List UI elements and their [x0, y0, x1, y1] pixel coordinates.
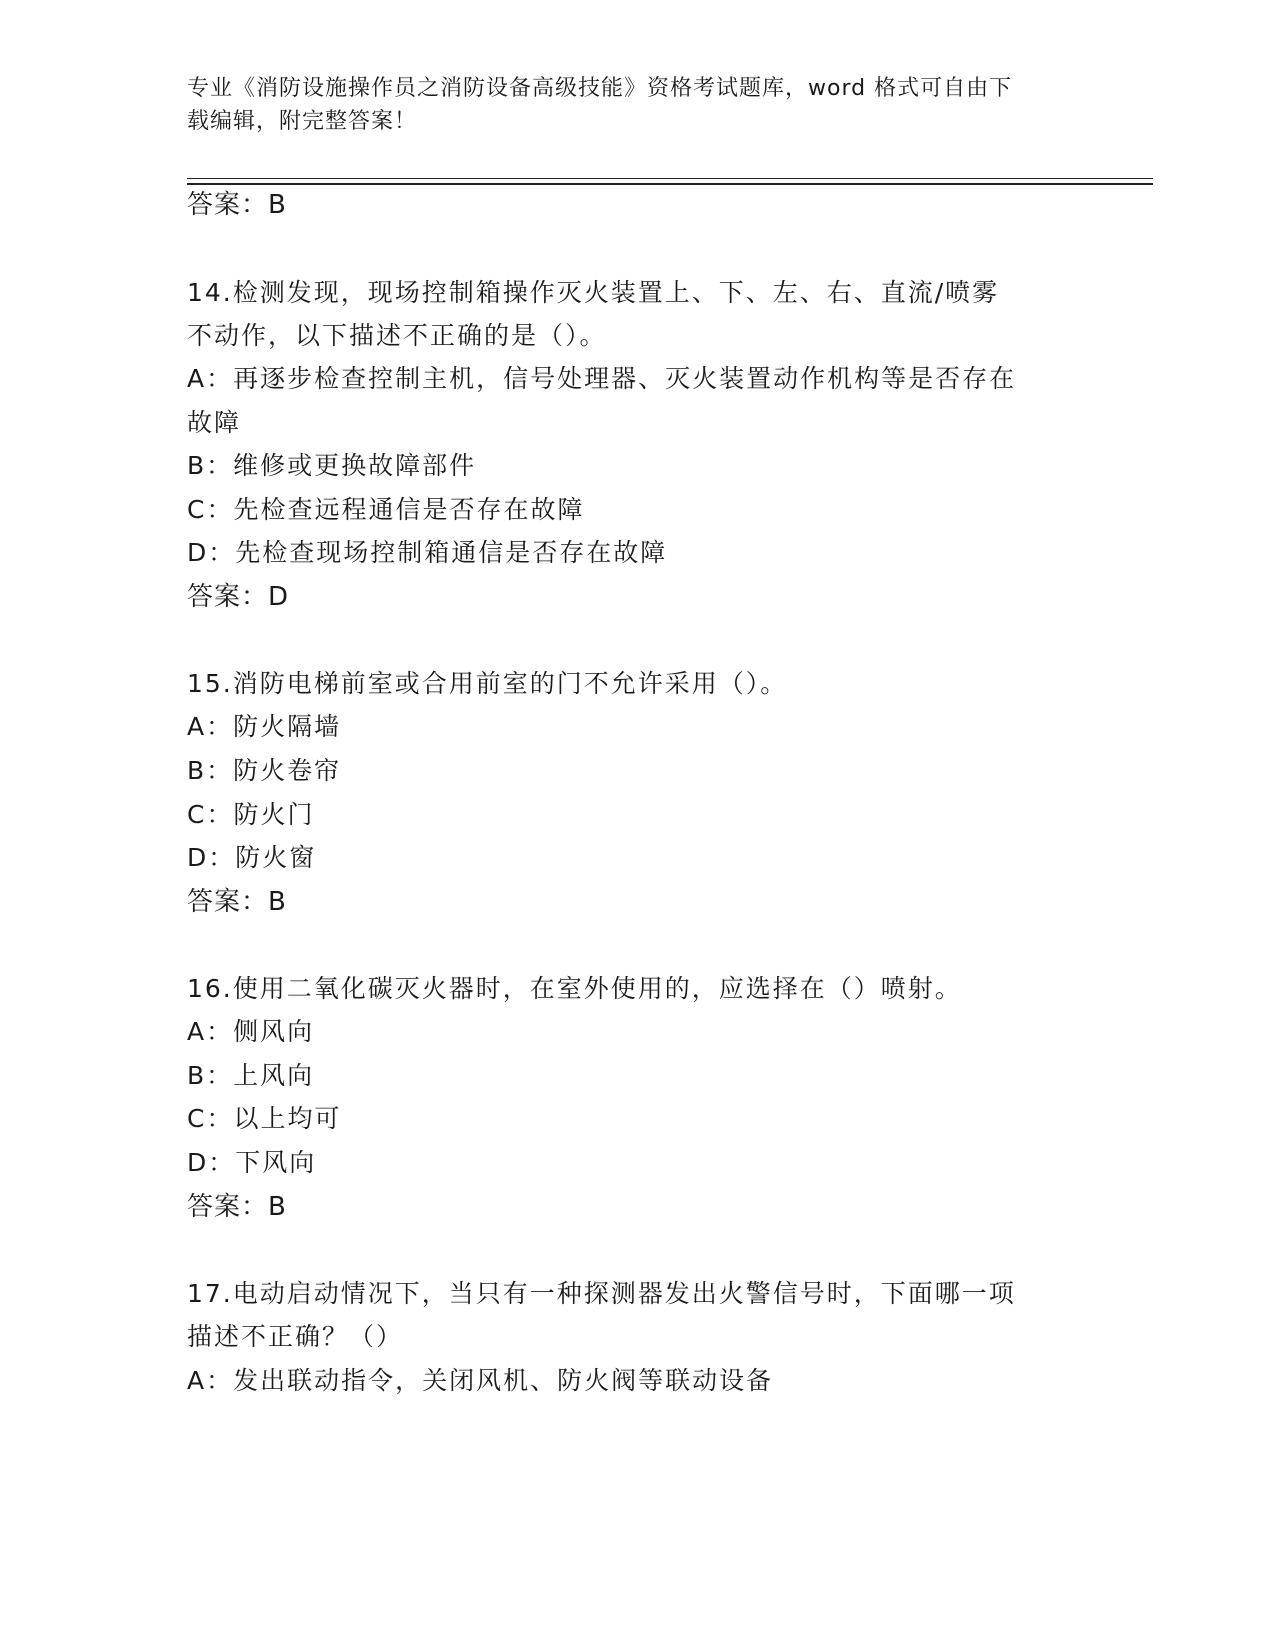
previous-answer: 答案：B [187, 190, 287, 220]
header-line-1: 专业《消防设施操作员之消防设备高级技能》资格考试题库，word 格式可自由下 [187, 76, 1013, 101]
q14-option-b: B：维修或更换故障部件 [187, 451, 477, 480]
q15-answer: 答案：B [187, 887, 287, 917]
header-line-2: 载编辑，附完整答案！ [187, 109, 418, 134]
q17-option-a: A：发出联动指令，关闭风机、防火阀等联动设备 [187, 1366, 774, 1395]
q15-question: 15.消防电梯前室或合用前室的门不允许采用（）。 [187, 669, 788, 698]
header-divider-thin [187, 178, 1153, 179]
q15-option-b: B：防火卷帘 [187, 756, 342, 785]
q14-answer: 答案：D [187, 582, 290, 612]
q17-question-line-1: 17.电动启动情况下，当只有一种探测器发出火警信号时，下面哪一项 [187, 1279, 1016, 1308]
header-divider-thick [187, 183, 1153, 185]
document-header [187, 72, 1067, 138]
q16-option-d: D：下风向 [187, 1148, 317, 1177]
q15-option-c: C：防火门 [187, 800, 315, 829]
q16-question: 16.使用二氧化碳灭火器时，在室外使用的，应选择在（）喷射。 [187, 974, 962, 1003]
q16-option-a: A：侧风向 [187, 1017, 315, 1046]
q16-option-b: B：上风向 [187, 1061, 315, 1090]
q15-option-a: A：防火隔墙 [187, 712, 342, 741]
q14-question-line-2: 不动作，以下描述不正确的是（）。 [187, 321, 607, 350]
q14-option-c: C：先检查远程通信是否存在故障 [187, 495, 585, 524]
q14-option-a-line-1: A：再逐步检查控制主机，信号处理器、灭火装置动作机构等是否存在 [187, 364, 1017, 393]
q14-question-line-1: 14.检测发现，现场控制箱操作灭火装置上、下、左、右、直流/喷雾 [187, 278, 1000, 307]
q14-option-d: D：先检查现场控制箱通信是否存在故障 [187, 538, 668, 567]
q14-option-a-line-2: 故障 [187, 408, 242, 437]
q16-option-c: C：以上均可 [187, 1104, 342, 1133]
q16-answer: 答案：B [187, 1192, 287, 1222]
q15-option-d: D：防火窗 [187, 843, 317, 872]
q17-question-line-2: 描述不正确？（） [187, 1322, 404, 1351]
